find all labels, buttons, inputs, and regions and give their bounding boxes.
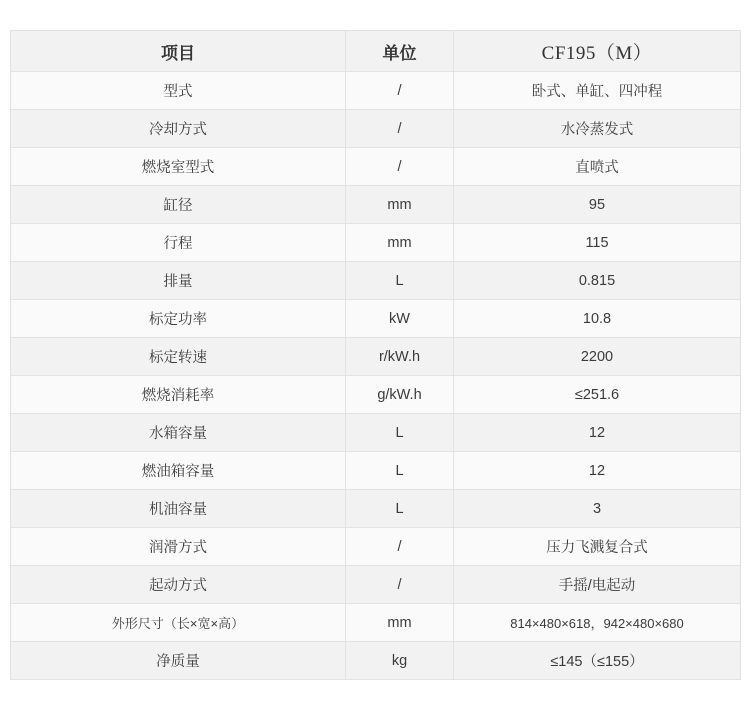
table-row — [11, 110, 741, 148]
row-spec-value: 12 — [454, 414, 741, 452]
row-unit-value: mm — [346, 224, 454, 262]
row-spec-value: 直喷式 — [454, 148, 741, 186]
column-header-item: 项目 — [11, 31, 346, 72]
row-unit-value: / — [346, 110, 454, 148]
row-spec-value: ≤145（≤155） — [454, 642, 741, 680]
row-item-label: 行程 — [11, 224, 346, 262]
column-header-unit: 单位 — [346, 31, 454, 72]
table-header-row — [11, 31, 741, 72]
row-item-label: 缸径 — [11, 186, 346, 224]
column-header-model: CF195（M） — [454, 31, 741, 72]
row-item-label: 冷却方式 — [11, 110, 346, 148]
table-row — [11, 300, 741, 338]
row-unit-value: L — [346, 414, 454, 452]
row-unit-value: kg — [346, 642, 454, 680]
table-row — [11, 338, 741, 376]
row-item-label: 排量 — [11, 262, 346, 300]
row-unit-value: L — [346, 452, 454, 490]
row-unit-value: / — [346, 148, 454, 186]
row-item-label: 起动方式 — [11, 566, 346, 604]
row-item-label: 机油容量 — [11, 490, 346, 528]
row-spec-value: 814×480×618，942×480×680 — [454, 604, 741, 642]
row-unit-value: / — [346, 72, 454, 110]
table-row — [11, 186, 741, 224]
row-item-label: 燃烧室型式 — [11, 148, 346, 186]
row-unit-value: L — [346, 262, 454, 300]
table-row — [11, 490, 741, 528]
row-item-label: 标定转速 — [11, 338, 346, 376]
table-row — [11, 148, 741, 186]
row-spec-value: 12 — [454, 452, 741, 490]
row-spec-value: 10.8 — [454, 300, 741, 338]
row-spec-value: 115 — [454, 224, 741, 262]
row-unit-value: r/kW.h — [346, 338, 454, 376]
row-spec-value: 手摇/电起动 — [454, 566, 741, 604]
table-row — [11, 414, 741, 452]
row-spec-value: 水冷蒸发式 — [454, 110, 741, 148]
row-item-label: 净质量 — [11, 642, 346, 680]
row-item-label: 润滑方式 — [11, 528, 346, 566]
row-unit-value: / — [346, 566, 454, 604]
row-unit-value: mm — [346, 186, 454, 224]
row-unit-value: kW — [346, 300, 454, 338]
row-spec-value: 3 — [454, 490, 741, 528]
table-header — [11, 31, 741, 72]
table-row — [11, 72, 741, 110]
table-row — [11, 566, 741, 604]
row-item-label: 燃烧消耗率 — [11, 376, 346, 414]
row-item-label: 燃油箱容量 — [11, 452, 346, 490]
row-spec-value: 95 — [454, 186, 741, 224]
table-body — [11, 72, 741, 680]
row-item-label: 外形尺寸（长×宽×高） — [11, 604, 346, 642]
table-row — [11, 452, 741, 490]
row-item-label: 型式 — [11, 72, 346, 110]
table-row — [11, 376, 741, 414]
table-row — [11, 604, 741, 642]
row-spec-value: 压力飞溅复合式 — [454, 528, 741, 566]
engine-spec-table — [10, 30, 741, 680]
row-spec-value: 卧式、单缸、四冲程 — [454, 72, 741, 110]
row-spec-value: 0.815 — [454, 262, 741, 300]
row-unit-value: mm — [346, 604, 454, 642]
table-row — [11, 528, 741, 566]
row-spec-value: 2200 — [454, 338, 741, 376]
row-unit-value: / — [346, 528, 454, 566]
row-spec-value: ≤251.6 — [454, 376, 741, 414]
row-unit-value: L — [346, 490, 454, 528]
row-unit-value: g/kW.h — [346, 376, 454, 414]
table-row — [11, 262, 741, 300]
table-row — [11, 224, 741, 262]
row-item-label: 标定功率 — [11, 300, 346, 338]
table-row — [11, 642, 741, 680]
row-item-label: 水箱容量 — [11, 414, 346, 452]
